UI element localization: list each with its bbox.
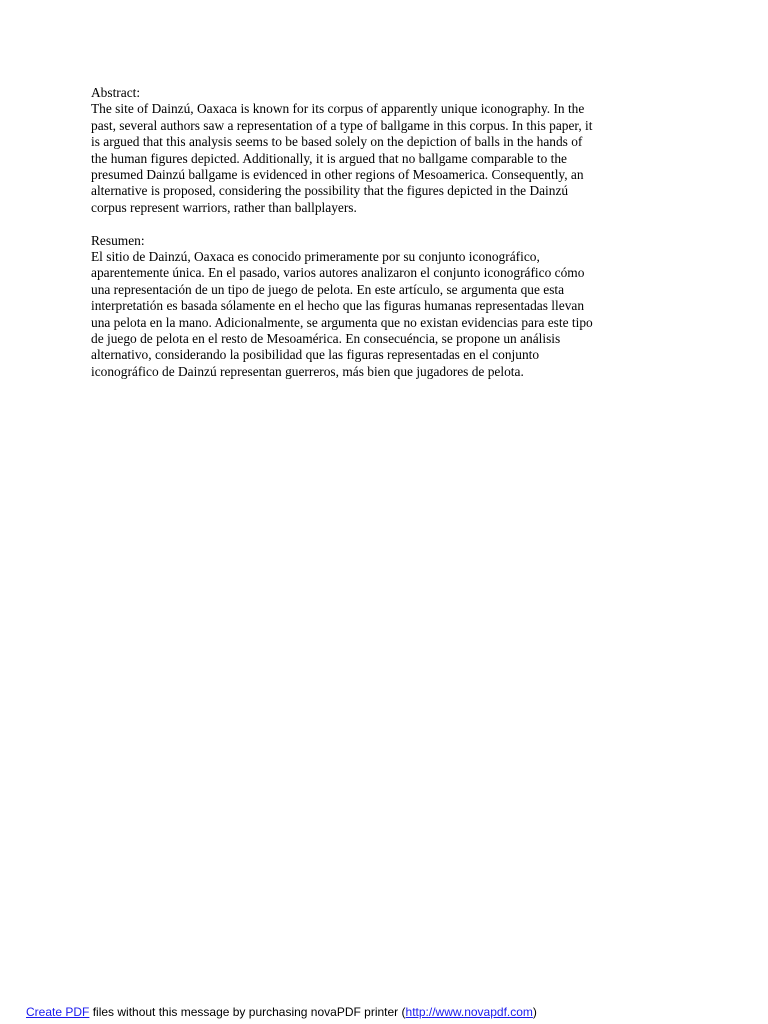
resumen-line: una pelota en la mano. Adicionalmente, se argumenta que no existan evidencias para este tipo <box>91 314 593 330</box>
abstract-heading: Abstract: <box>91 85 141 100</box>
resumen-section <box>91 233 681 381</box>
footer-closing-paren: ) <box>532 1005 537 1019</box>
abstract-line: presumed Dainzú ballgame is evidenced in other regions of Mesoamerica. Consequently, an <box>91 167 584 183</box>
document-body <box>91 85 681 397</box>
footer-message: files without this message by purchasing novaPDF printer ( <box>89 1005 406 1019</box>
novapdf-url-link[interactable]: http://www.novapdf.com <box>405 1005 533 1019</box>
abstract-line: is argued that this analysis seems to be based solely on the depiction of balls in the hands of <box>91 134 583 150</box>
abstract-line: alternative is proposed, considering the possibility that the figures depicted in the Dainzú <box>91 183 569 199</box>
resumen-heading: Resumen: <box>91 232 145 248</box>
abstract-line: The site of Dainzú, Oaxaca is known for its corpus of apparently unique iconography. In the <box>91 101 585 117</box>
resumen-line: de juego de pelota en el resto de Mesoamérica. En consecuéncia, se propone un análisis <box>91 331 561 347</box>
abstract-line: the human figures depicted. Additionally, it is argued that no ballgame comparable to the <box>91 150 567 166</box>
resumen-line: aparentemente única. En el pasado, varios autores analizaron el conjunto iconográfico cómo <box>91 265 585 281</box>
abstract-line: past, several authors saw a representation of a type of ballgame in this corpus. In this paper, it <box>91 117 593 133</box>
abstract-section <box>91 85 681 216</box>
resumen-line: alternativo, considerando la posibilidad que las figuras representadas en el conjunto <box>91 347 540 363</box>
abstract-line: corpus represent warriors, rather than ballplayers. <box>91 199 357 215</box>
create-pdf-link[interactable]: Create PDF <box>26 1005 90 1019</box>
resumen-line: una representación de un tipo de juego de pelota. En este artículo, se argumenta que esta <box>91 281 565 297</box>
resumen-line: interpretatión es basada sólamente en el hecho que las figuras humanas representadas llevan <box>91 298 585 314</box>
resumen-line: El sitio de Dainzú, Oaxaca es conocido primeramente por su conjunto iconográfico, <box>91 249 540 265</box>
pdf-watermark-footer <box>26 1005 537 1019</box>
resumen-line: iconográfico de Dainzú representan guerreros, más bien que jugadores de pelota. <box>91 363 524 379</box>
